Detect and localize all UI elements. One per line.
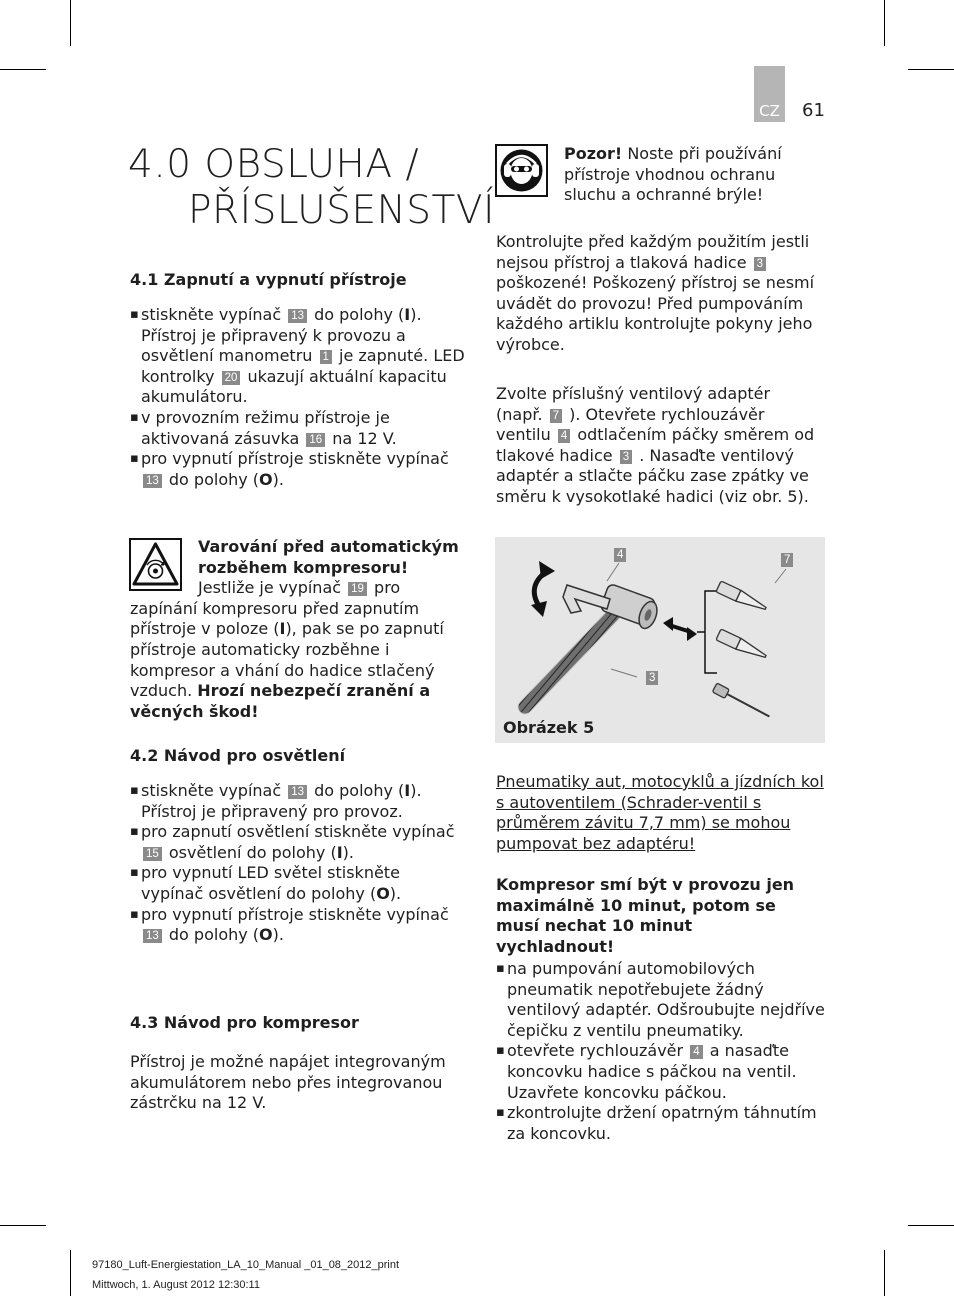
language-tab-label: CZ [759, 102, 780, 120]
list-item: ▪ zkontrolujte držení opatrným táhnutím za koncovku. [496, 1103, 828, 1144]
crop-mark [0, 69, 46, 70]
list-item: ▪ pro vypnutí přístroje stiskněte vypínač 13 do polohy (O). [130, 449, 465, 490]
ref-number-badge: 4 [690, 1045, 702, 1059]
list-item: ▪ pro zapnutí osvětlení stiskněte vypínač 15 osvětlení do polohy (I). [130, 822, 465, 863]
list-item: ▪ v provozním režimu přístroje je aktivovaná zásuvka 16 na 12 V. [130, 408, 465, 449]
footer-timestamp: Mittwoch, 1. August 2012 12:30:11 [92, 1279, 260, 1291]
ref-number-badge: 16 [306, 433, 325, 447]
figure-caption: Obrázek 5 [503, 718, 595, 737]
list-item: ▪ pro vypnutí LED světel stiskněte vypínač osvětlení do polohy (O). [130, 863, 465, 904]
section-4-2-list [130, 781, 465, 946]
inflation-steps-list [496, 959, 828, 1144]
page-title-line2: PŘÍSLUŠENSTVÍ [188, 188, 496, 233]
ref-number-badge: 13 [288, 309, 307, 323]
section-4-1-heading: 4.1 Zapnutí a vypnutí přístroje [130, 270, 407, 289]
caution-text: Pozor! Noste při používání přístroje vhodnou ochranu sluchu a ochranné brýle! [564, 144, 782, 205]
crop-mark [0, 1225, 46, 1226]
footer-filename: 97180_Luft-Energiestation_LA_10_Manual _01_08_2012_print [92, 1259, 400, 1271]
ref-number-badge: 19 [348, 582, 367, 596]
warning-text: Varování před automatickým rozběhem kompresoru! Jestliže je vypínač 19 pro zapínání kompresoru před zapnutím přístroje v poloze (I), pak se po zapnutí přístroje automaticky rozběhne i kompresor a vhání do hadice stlačený vzduch. Hrozí nebezpečí zranění a věcných škod! [130, 537, 459, 721]
crop-mark [884, 1250, 885, 1296]
figure-label-3: 3 [646, 671, 658, 685]
figure-label-4: 4 [614, 548, 626, 562]
ref-number-badge: 3 [754, 257, 766, 271]
page-title [128, 142, 495, 234]
section-4-2-heading: 4.2 Návod pro osvětlení [130, 746, 346, 765]
page-title-line1: 4.0 OBSLUHA / [128, 142, 420, 187]
print-footer [92, 1255, 399, 1295]
section-4-3-heading: 4.3 Návod pro kompresor [130, 1013, 359, 1032]
runtime-warning: Kompresor smí být v provozu jen maximálně 10 minut, potom se musí nechat 10 minut vychladnout! [496, 875, 795, 956]
list-item: ▪ na pumpování automobilových pneumatik nepotřebujete žádný ventilový adaptér. Odšroubujte nejdříve čepičku z ventilu pneumatiky. [496, 959, 828, 1041]
ref-number-badge: 3 [620, 450, 632, 464]
list-item: ▪ stiskněte vypínač 13 do polohy (I). Přístroj je připravený k provozu a osvětlení manometru 1 je zapnuté. LED kontrolky 20 ukazují aktuální kapacitu akumulátoru. [130, 305, 465, 408]
paragraph-adapter: Zvolte příslušný ventilový adaptér (např. 7 ). Otevřete rychlouzávěr ventilu 4 odtlačením páčky směrem od tlakové hadice 3 . Nasaďte ventilový adaptér a stlačte páčku zase zpátky ve směru k vysokotlaké hadici (viz obr. 5). [496, 384, 815, 506]
crop-mark [908, 1225, 954, 1226]
ref-number-badge: 20 [222, 371, 241, 385]
ear-eye-protection-icon [495, 144, 548, 197]
list-item: ▪ otevřete rychlouzávěr 4 a nasaďte koncovku hadice s páčkou na ventil. Uzavřete koncovku páčkou. [496, 1041, 828, 1103]
list-item: ▪ pro vypnutí přístroje stiskněte vypínač 13 do polohy (O). [130, 905, 465, 946]
hose-adapter-illustration [495, 537, 825, 743]
schrader-note: Pneumatiky aut, motocyklů a jízdních kol s autoventilem (Schrader-ventil s průměrem závitu 7,7 mm) se mohou pumpovat bez adaptéru! [496, 772, 824, 853]
section-4-1-list [130, 305, 465, 490]
ref-number-badge: 1 [320, 350, 332, 364]
ref-number-badge: 4 [558, 429, 570, 443]
ref-number-badge: 13 [288, 785, 307, 799]
page-number: 61 [802, 100, 825, 121]
figure-label-7: 7 [781, 553, 793, 567]
crop-mark [908, 69, 954, 70]
crop-mark [70, 0, 71, 46]
list-item: ▪ stiskněte vypínač 13 do polohy (I). Přístroj je připravený pro provoz. [130, 781, 465, 822]
crop-mark [884, 0, 885, 46]
crop-mark [70, 1250, 71, 1296]
ref-number-badge: 15 [143, 847, 162, 861]
ref-number-badge: 7 [550, 409, 562, 423]
paragraph-check: Kontrolujte před každým použitím jestli nejsou přístroj a tlaková hadice 3 poškozené! Poškozený přístroj se nesmí uvádět do provozu! Před pumpováním každého artiklu kontrolujte pokyny jeho výrobce. [496, 232, 815, 354]
ref-number-badge: 13 [143, 474, 162, 488]
section-4-3-text: Přístroj je možné napájet integrovaným akumulátorem nebo přes integrovanou zástrčku na 12 V. [130, 1052, 446, 1113]
ref-number-badge: 13 [143, 929, 162, 943]
figure-5 [495, 537, 825, 743]
language-tab [754, 66, 785, 122]
